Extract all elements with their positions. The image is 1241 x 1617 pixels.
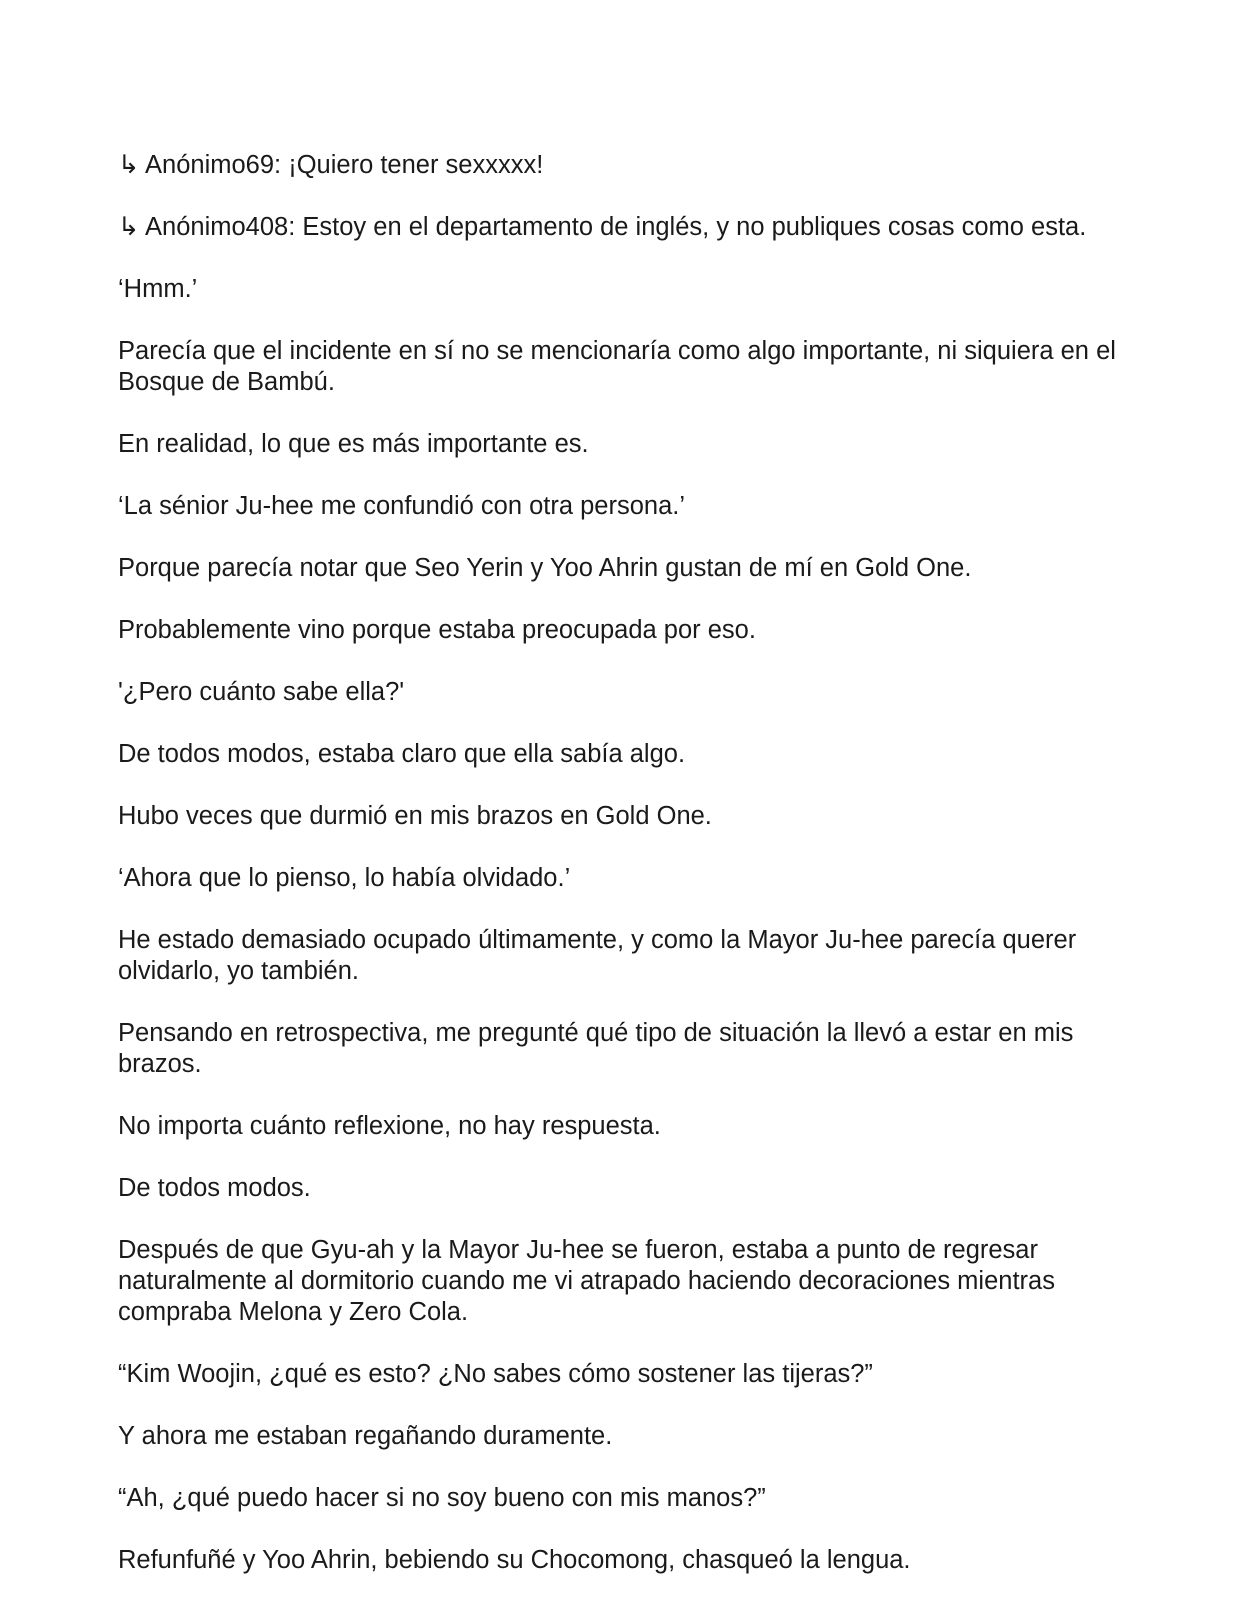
- paragraph: ↳ Anónimo69: ¡Quiero tener sexxxxx!: [118, 151, 544, 179]
- paragraph: Refunfuñé y Yoo Ahrin, bebiendo su Chocomong, chasqueó la lengua.: [118, 1546, 911, 1574]
- paragraph: No importa cuánto reflexione, no hay respuesta.: [118, 1112, 661, 1140]
- paragraph: ‘Hmm.’: [118, 275, 198, 303]
- paragraph: Parecía que el incidente en sí no se mencionaría como algo importante, ni siquiera en el Bosque de Bambú.: [118, 337, 1116, 396]
- paragraph: “Kim Woojin, ¿qué es esto? ¿No sabes cómo sostener las tijeras?”: [118, 1360, 873, 1388]
- paragraph: ‘Ahora que lo pienso, lo había olvidado.’: [118, 864, 571, 892]
- paragraph: De todos modos.: [118, 1174, 311, 1202]
- paragraph: Hubo veces que durmió en mis brazos en Gold One.: [118, 802, 712, 830]
- paragraph: “Ah, ¿qué puedo hacer si no soy bueno con mis manos?”: [118, 1484, 766, 1512]
- paragraph: Porque parecía notar que Seo Yerin y Yoo Ahrin gustan de mí en Gold One.: [118, 554, 972, 582]
- paragraph: Pensando en retrospectiva, me pregunté qué tipo de situación la llevó a estar en mis brazos.: [118, 1019, 1074, 1078]
- paragraph: ‘La sénior Ju-hee me confundió con otra persona.’: [118, 492, 686, 520]
- paragraph: ↳ Anónimo408: Estoy en el departamento de inglés, y no publiques cosas como esta.: [118, 213, 1087, 241]
- paragraph: '¿Pero cuánto sabe ella?': [118, 678, 405, 706]
- paragraph: Después de que Gyu-ah y la Mayor Ju-hee se fueron, estaba a punto de regresar naturalmente al dormitorio cuando me vi atrapado haciendo decoraciones mientras compraba Melona y Zero Cola.: [118, 1236, 1055, 1326]
- paragraph: Probablemente vino porque estaba preocupada por eso.: [118, 616, 756, 644]
- document-body: [118, 150, 1128, 1607]
- paragraph: De todos modos, estaba claro que ella sabía algo.: [118, 740, 686, 768]
- paragraph: He estado demasiado ocupado últimamente, y como la Mayor Ju-hee parecía querer olvidarlo, yo también.: [118, 926, 1077, 985]
- paragraph: Y ahora me estaban regañando duramente.: [118, 1422, 613, 1450]
- paragraph: En realidad, lo que es más importante es.: [118, 430, 589, 458]
